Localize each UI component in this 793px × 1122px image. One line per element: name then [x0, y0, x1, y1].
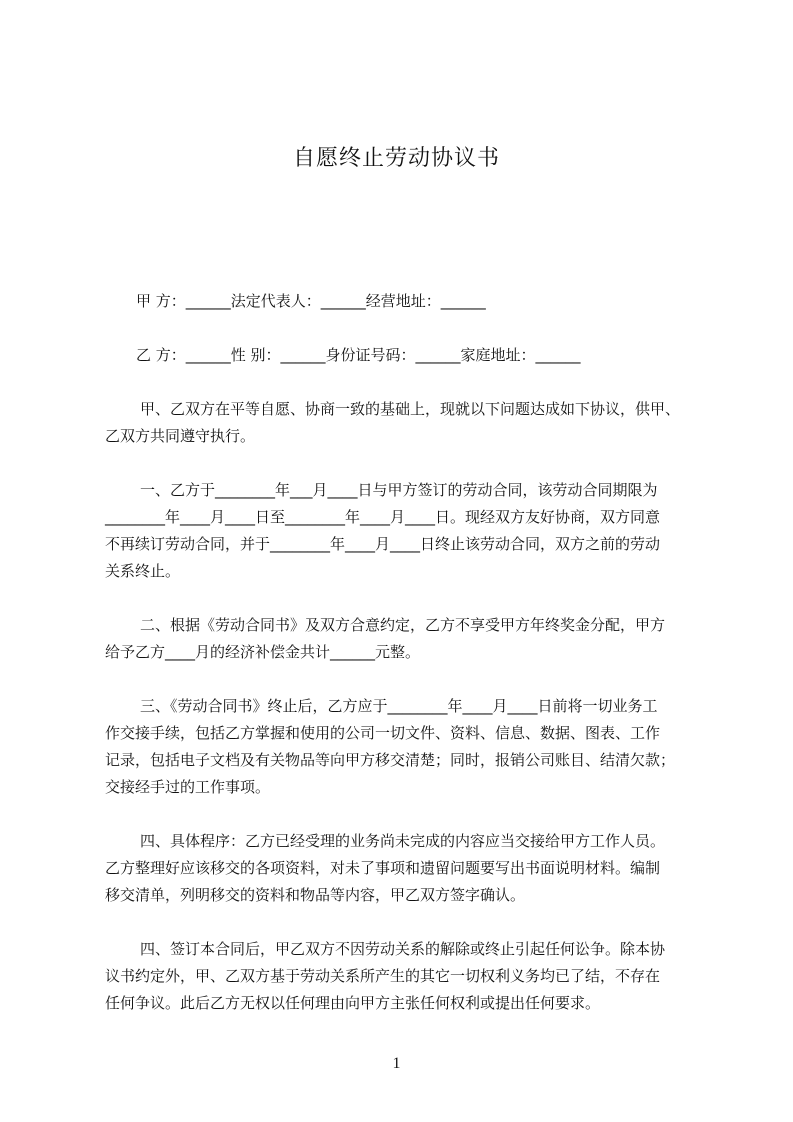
page-number: 1: [392, 1055, 401, 1072]
clause-4b-line-3: 任何争议。此后乙方无权以任何理由向甲方主张任何权利或提出任何要求。: [105, 994, 601, 1012]
party-b-line: 乙 方：______性 别：______身份证号码：______家庭地址：______: [136, 346, 581, 364]
clause-4b-line-2: 议书约定外，甲、乙双方基于劳动关系所产生的其它一切权利义务均已了结，不存在: [105, 967, 661, 985]
clause-3-line-1: 三、《劳动合同书》终止后，乙方应于________年____月____日前将一切业务工: [140, 697, 658, 715]
clause-2-line-2: 给予乙方____月的经济补偿金共计______元整。: [105, 643, 421, 661]
clause-1-line-4: 关系终止。: [105, 562, 181, 580]
document-title: 自愿终止劳动协议书: [292, 146, 500, 171]
clause-4b-line-1: 四、签订本合同后，甲乙双方不因劳动关系的解除或终止引起任何讼争。除本协: [140, 940, 666, 958]
intro-line-2: 乙双方共同遵守执行。: [105, 427, 256, 445]
clause-1-line-2: ________年____月____日至________年____月____日。现经双方友好协商，双方同意: [105, 508, 661, 526]
party-a-line: 甲 方：______法定代表人：______经营地址：______: [136, 292, 486, 310]
clause-1-line-1: 一、乙方于________年___月____日与甲方签订的劳动合同，该劳动合同期限为: [140, 481, 658, 499]
clause-3-line-2: 作交接手续，包括乙方掌握和使用的公司一切文件、资料、信息、数据、图表、工作: [105, 724, 661, 742]
intro-line-1: 甲、乙双方在平等自愿、协商一致的基础上，现就以下问题达成如下协议，供甲、: [140, 400, 681, 418]
clause-4-line-3: 移交清单，列明移交的资料和物品等内容，甲乙双方签字确认。: [105, 886, 526, 904]
clause-4-line-2: 乙方整理好应该移交的各项资料，对未了事项和遗留问题要写出书面说明材料。编制: [105, 859, 661, 877]
clause-4-line-1: 四、具体程序：乙方已经受理的业务尚未完成的内容应当交接给甲方工作人员。: [140, 832, 666, 850]
clause-3-line-4: 交接经手过的工作事项。: [105, 778, 271, 796]
clause-3-line-3: 记录，包括电子文档及有关物品等向甲方移交清楚；同时，报销公司账目、结清欠款；: [105, 751, 676, 769]
clause-1-line-3: 不再续订劳动合同，并于________年____月____日终止该劳动合同，双方之前的劳动: [105, 535, 661, 553]
clause-2-line-1: 二、根据《劳动合同书》及双方合意约定，乙方不享受甲方年终奖金分配，甲方: [140, 616, 666, 634]
